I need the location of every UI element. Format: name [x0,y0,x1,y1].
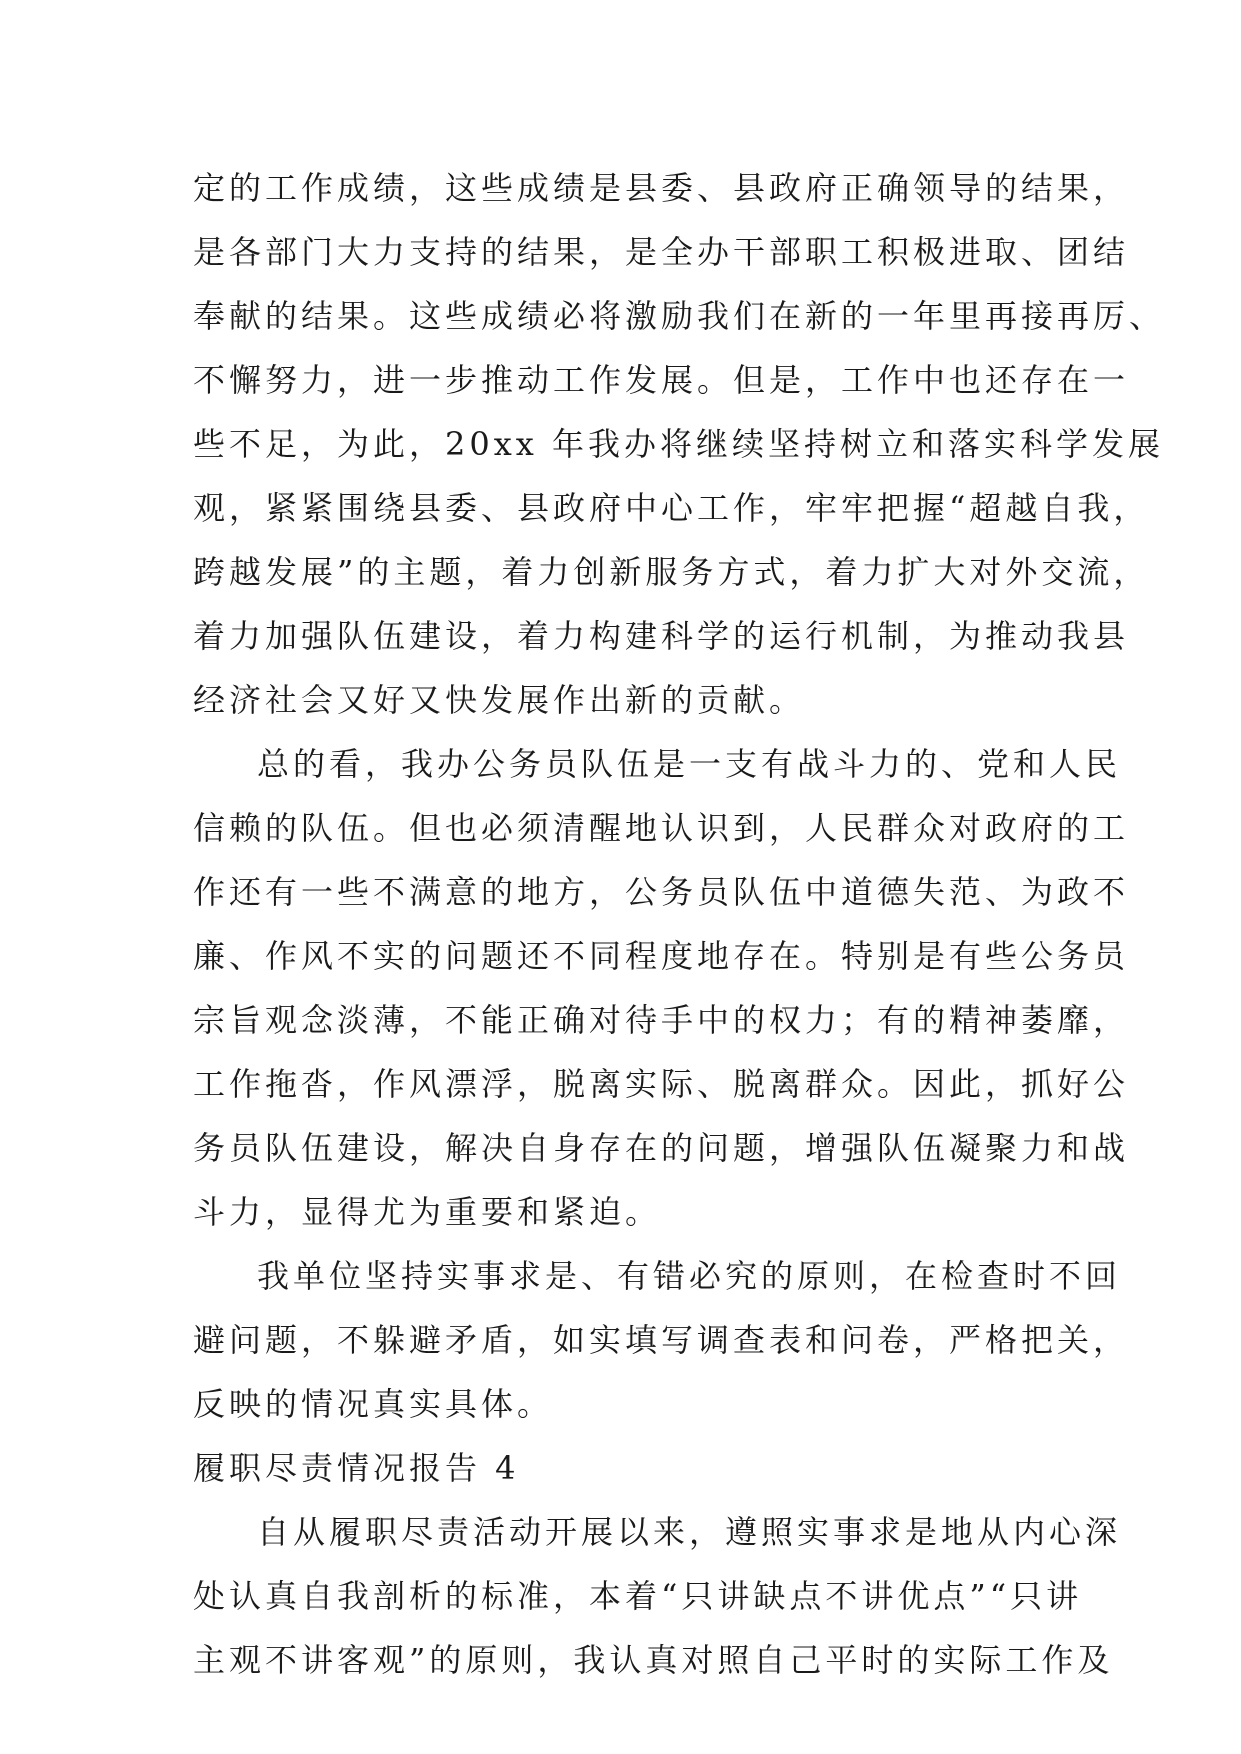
text-line: 是各部门大力支持的结果，是全办干部职工积极进取、团结 [193,233,1130,271]
text-line: 务员队伍建设，解决自身存在的问题，增强队伍凝聚力和战 [193,1129,1130,1167]
paragraph-first-line: 总的看，我办公务员队伍是一支有战斗力的、党和人民 [257,745,1122,783]
text-line: 不懈努力，进一步推动工作发展。但是，工作中也还存在一 [193,361,1130,399]
text-line: 经济社会又好又快发展作出新的贡献。 [193,681,806,719]
text-line: 跨越发展”的主题，着力创新服务方式，着力扩大对外交流， [193,553,1150,591]
section-heading: 履职尽责情况报告 4 [193,1449,520,1487]
text-line: 些不足，为此，20xx 年我办将继续坚持树立和落实科学发展 [193,425,1164,463]
text-line: 处认真自我剖析的标准，本着“只讲缺点不讲优点”“只讲 [193,1577,1083,1615]
text-line: 反映的情况真实具体。 [193,1385,554,1423]
text-line: 避问题，不躲避矛盾，如实填写调查表和问卷，严格把关， [193,1321,1130,1359]
text-line: 廉、作风不实的问题还不同程度地存在。特别是有些公务员 [193,937,1130,975]
paragraph-first-line: 自从履职尽责活动开展以来，遵照实事求是地从内心深 [257,1513,1122,1551]
paragraph-first-line: 我单位坚持实事求是、有错必究的原则，在检查时不回 [257,1257,1122,1295]
text-line: 宗旨观念淡薄，不能正确对待手中的权力；有的精神萎靡， [193,1001,1130,1039]
text-line: 观，紧紧围绕县委、县政府中心工作，牢牢把握“超越自我， [193,489,1150,527]
text-line: 斗力，显得尤为重要和紧迫。 [193,1193,662,1231]
text-line: 主观不讲客观”的原则，我认真对照自己平时的实际工作及 [193,1641,1114,1679]
text-line: 定的工作成绩，这些成绩是县委、县政府正确领导的结果， [193,169,1130,207]
text-line: 作还有一些不满意的地方，公务员队伍中道德失范、为政不 [193,873,1130,911]
text-line: 信赖的队伍。但也必须清醒地认识到，人民群众对政府的工 [193,809,1130,847]
text-line: 着力加强队伍建设，着力构建科学的运行机制，为推动我县 [193,617,1130,655]
text-line: 奉献的结果。这些成绩必将激励我们在新的一年里再接再厉、 [193,297,1166,335]
text-line: 工作拖沓，作风漂浮，脱离实际、脱离群众。因此，抓好公 [193,1065,1130,1103]
